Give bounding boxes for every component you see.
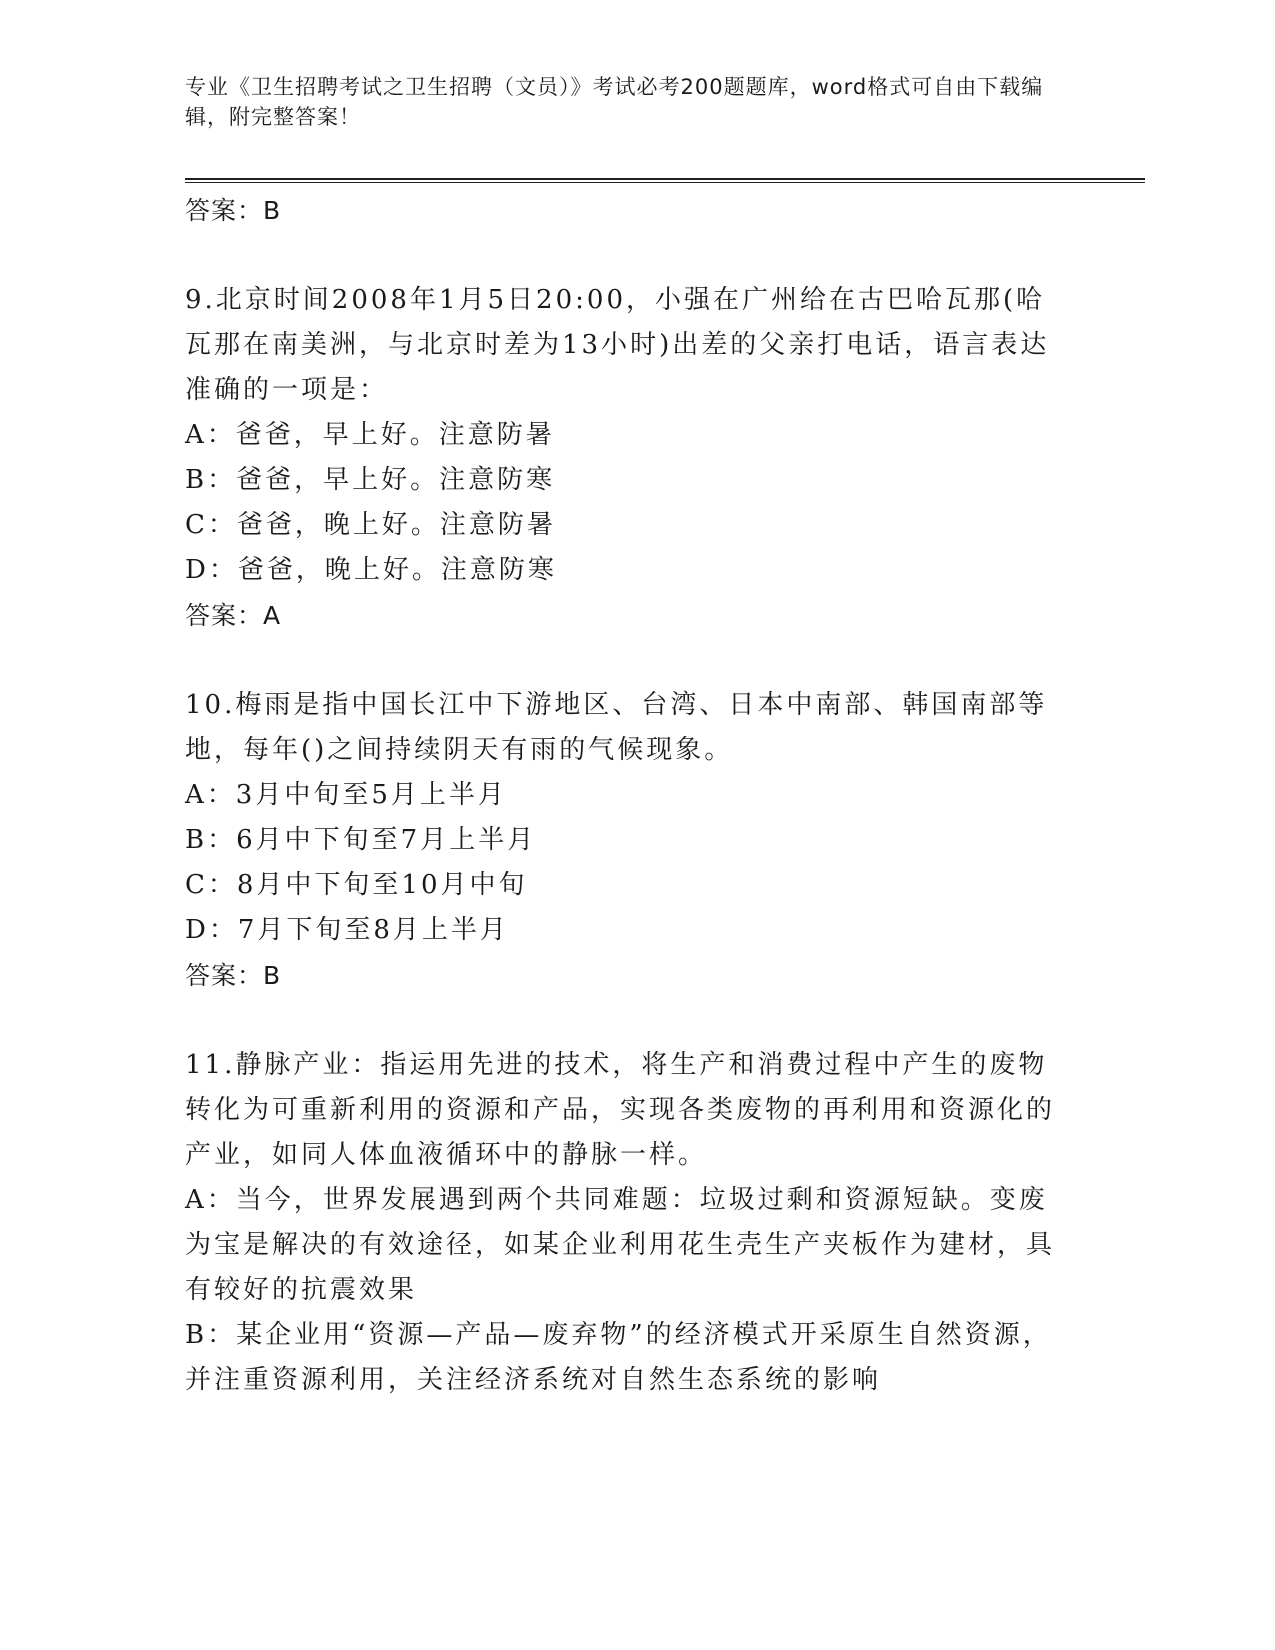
document-body [185, 188, 1065, 1403]
question-11 [185, 1043, 1065, 1403]
spacer [185, 638, 1065, 683]
option-b: B：6月中下旬至7月上半月 [185, 825, 537, 855]
option-c: C：8月中下旬至10月中旬 [185, 870, 528, 900]
question-10 [185, 683, 1065, 998]
question-answer: 答案：A [185, 601, 282, 630]
question-stem: 11.静脉产业：指运用先进的技术，将生产和消费过程中产生的废物转化为可重新利用的资源和产品，实现各类废物的再利用和资源化的产业，如同人体血液循环中的静脉一样。 [185, 1050, 1056, 1170]
option-a: A：3月中旬至5月上半月 [185, 780, 507, 810]
option-b: B：爸爸，早上好。注意防寒 [185, 465, 556, 495]
option-c: C：爸爸，晚上好。注意防暑 [185, 510, 556, 540]
question-stem: 9.北京时间2008年1月5日20:00，小强在广州给在古巴哈瓦那(哈瓦那在南美洲，与北京时差为13小时)出差的父亲打电话，语言表达准确的一项是： [185, 285, 1050, 405]
question-9 [185, 278, 1065, 638]
question-answer: 答案：B [185, 961, 282, 990]
question-stem: 10.梅雨是指中国长江中下游地区、台湾、日本中南部、韩国南部等地，每年()之间持续阴天有雨的气候现象。 [185, 690, 1048, 765]
option-a: A：爸爸，早上好。注意防暑 [185, 420, 555, 450]
spacer [185, 233, 1065, 278]
option-d: D：7月下旬至8月上半月 [185, 915, 509, 945]
page-header: 专业《卫生招聘考试之卫生招聘（文员）》考试必考200题题库，word格式可自由下载编辑，附完整答案！ [185, 75, 1044, 129]
spacer [185, 998, 1065, 1043]
option-d: D：爸爸，晚上好。注意防寒 [185, 555, 557, 585]
option-b: B：某企业用“资源—产品—废弃物”的经济模式开采原生自然资源，并注重资源利用，关注经济系统对自然生态系统的影响 [185, 1320, 1052, 1395]
option-a: A：当今，世界发展遇到两个共同难题：垃圾过剩和资源短缺。变废为宝是解决的有效途径，如某企业利用花生壳生产夹板作为建材，具有较好的抗震效果 [185, 1185, 1056, 1305]
header-divider-thin [185, 182, 1145, 183]
header-divider-thick [185, 178, 1145, 180]
previous-answer: 答案：B [185, 196, 282, 225]
